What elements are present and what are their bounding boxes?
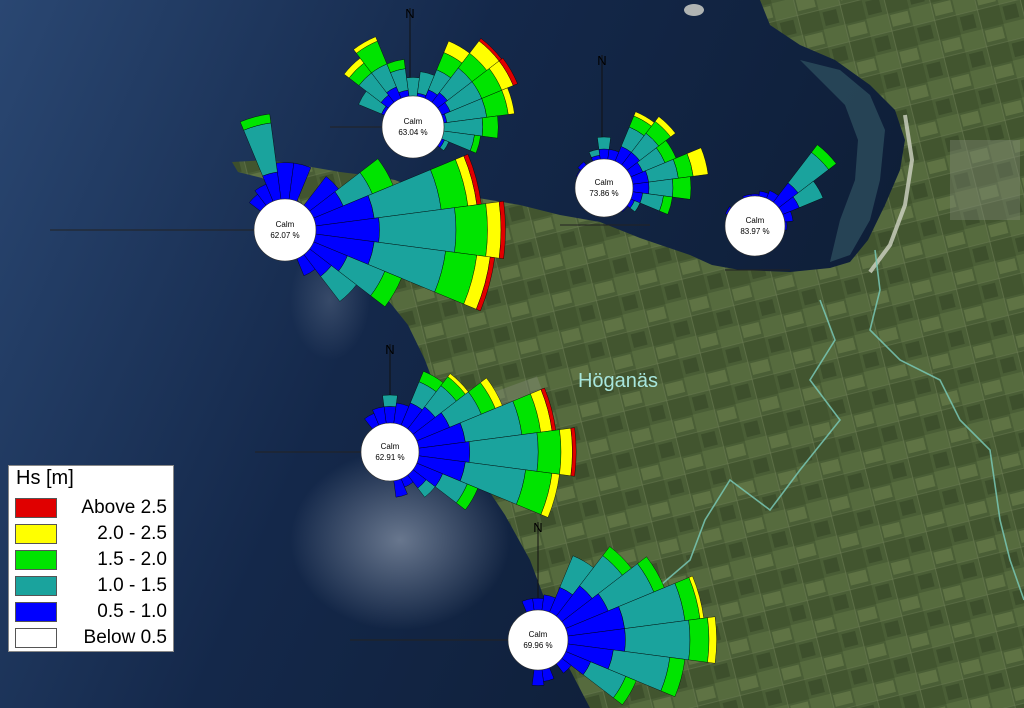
legend-item-above-2-5 <box>15 496 175 520</box>
legend-label: 1.0 - 1.5 <box>97 575 167 596</box>
calm-value: 62.91 % <box>375 453 405 462</box>
rose-petal <box>597 137 610 149</box>
north-label: N <box>533 520 543 535</box>
legend-item-1-5-2-0 <box>15 548 175 572</box>
legend-label: 2.0 - 2.5 <box>97 523 167 544</box>
legend-item-0-5-1-0 <box>15 600 175 624</box>
legend-swatch <box>15 498 57 518</box>
rose-petal <box>708 617 717 664</box>
place-label: Höganäs <box>577 370 659 392</box>
rose-petal <box>383 395 398 407</box>
calm-label: Calm <box>380 442 400 451</box>
calm-value: 73.86 % <box>589 189 619 198</box>
legend-label: 1.5 - 2.0 <box>97 549 167 570</box>
calm-label: Calm <box>275 220 295 229</box>
legend-item-2-0-2-5 <box>15 522 175 546</box>
calm-label: Calm <box>745 216 765 225</box>
legend-swatch <box>15 550 57 570</box>
calm-value: 63.04 % <box>398 128 428 137</box>
legend-title: Hs [m] <box>16 467 74 489</box>
rose-petal <box>689 618 709 663</box>
legend <box>8 465 174 652</box>
calm-circle <box>575 159 633 217</box>
north-label: N <box>405 6 415 21</box>
rose-petal <box>486 202 501 258</box>
legend-label: Above 2.5 <box>81 497 167 518</box>
legend-label: Below 0.5 <box>83 627 167 648</box>
legend-label: 0.5 - 1.0 <box>97 601 167 622</box>
rose-petal <box>532 670 544 686</box>
legend-swatch <box>15 524 57 544</box>
legend-item-1-0-1-5 <box>15 574 175 598</box>
rose-petal <box>537 430 561 475</box>
rose-petal <box>672 177 691 200</box>
calm-circle <box>508 610 568 670</box>
calm-label: Calm <box>594 178 614 187</box>
rose-petal <box>455 204 488 257</box>
legend-swatch <box>15 628 57 648</box>
rose-petal <box>599 149 609 159</box>
rose-petal <box>482 116 498 138</box>
calm-circle <box>382 96 444 158</box>
north-label: N <box>597 53 607 68</box>
legend-swatch <box>15 602 57 622</box>
town-area <box>950 140 1020 220</box>
legend-item-below-0-5 <box>15 626 175 650</box>
calm-circle <box>725 196 785 256</box>
calm-value: 83.97 % <box>740 227 770 236</box>
calm-value: 62.07 % <box>270 231 300 240</box>
calm-label: Calm <box>403 117 423 126</box>
calm-label: Calm <box>528 630 548 639</box>
legend-swatch <box>15 576 57 596</box>
calm-value: 69.96 % <box>523 641 553 650</box>
rose-petal <box>560 428 573 476</box>
calm-circle <box>361 423 419 481</box>
islet <box>684 4 704 16</box>
calm-circle <box>254 199 316 261</box>
rose-petal <box>533 598 544 610</box>
north-label: N <box>385 342 395 357</box>
